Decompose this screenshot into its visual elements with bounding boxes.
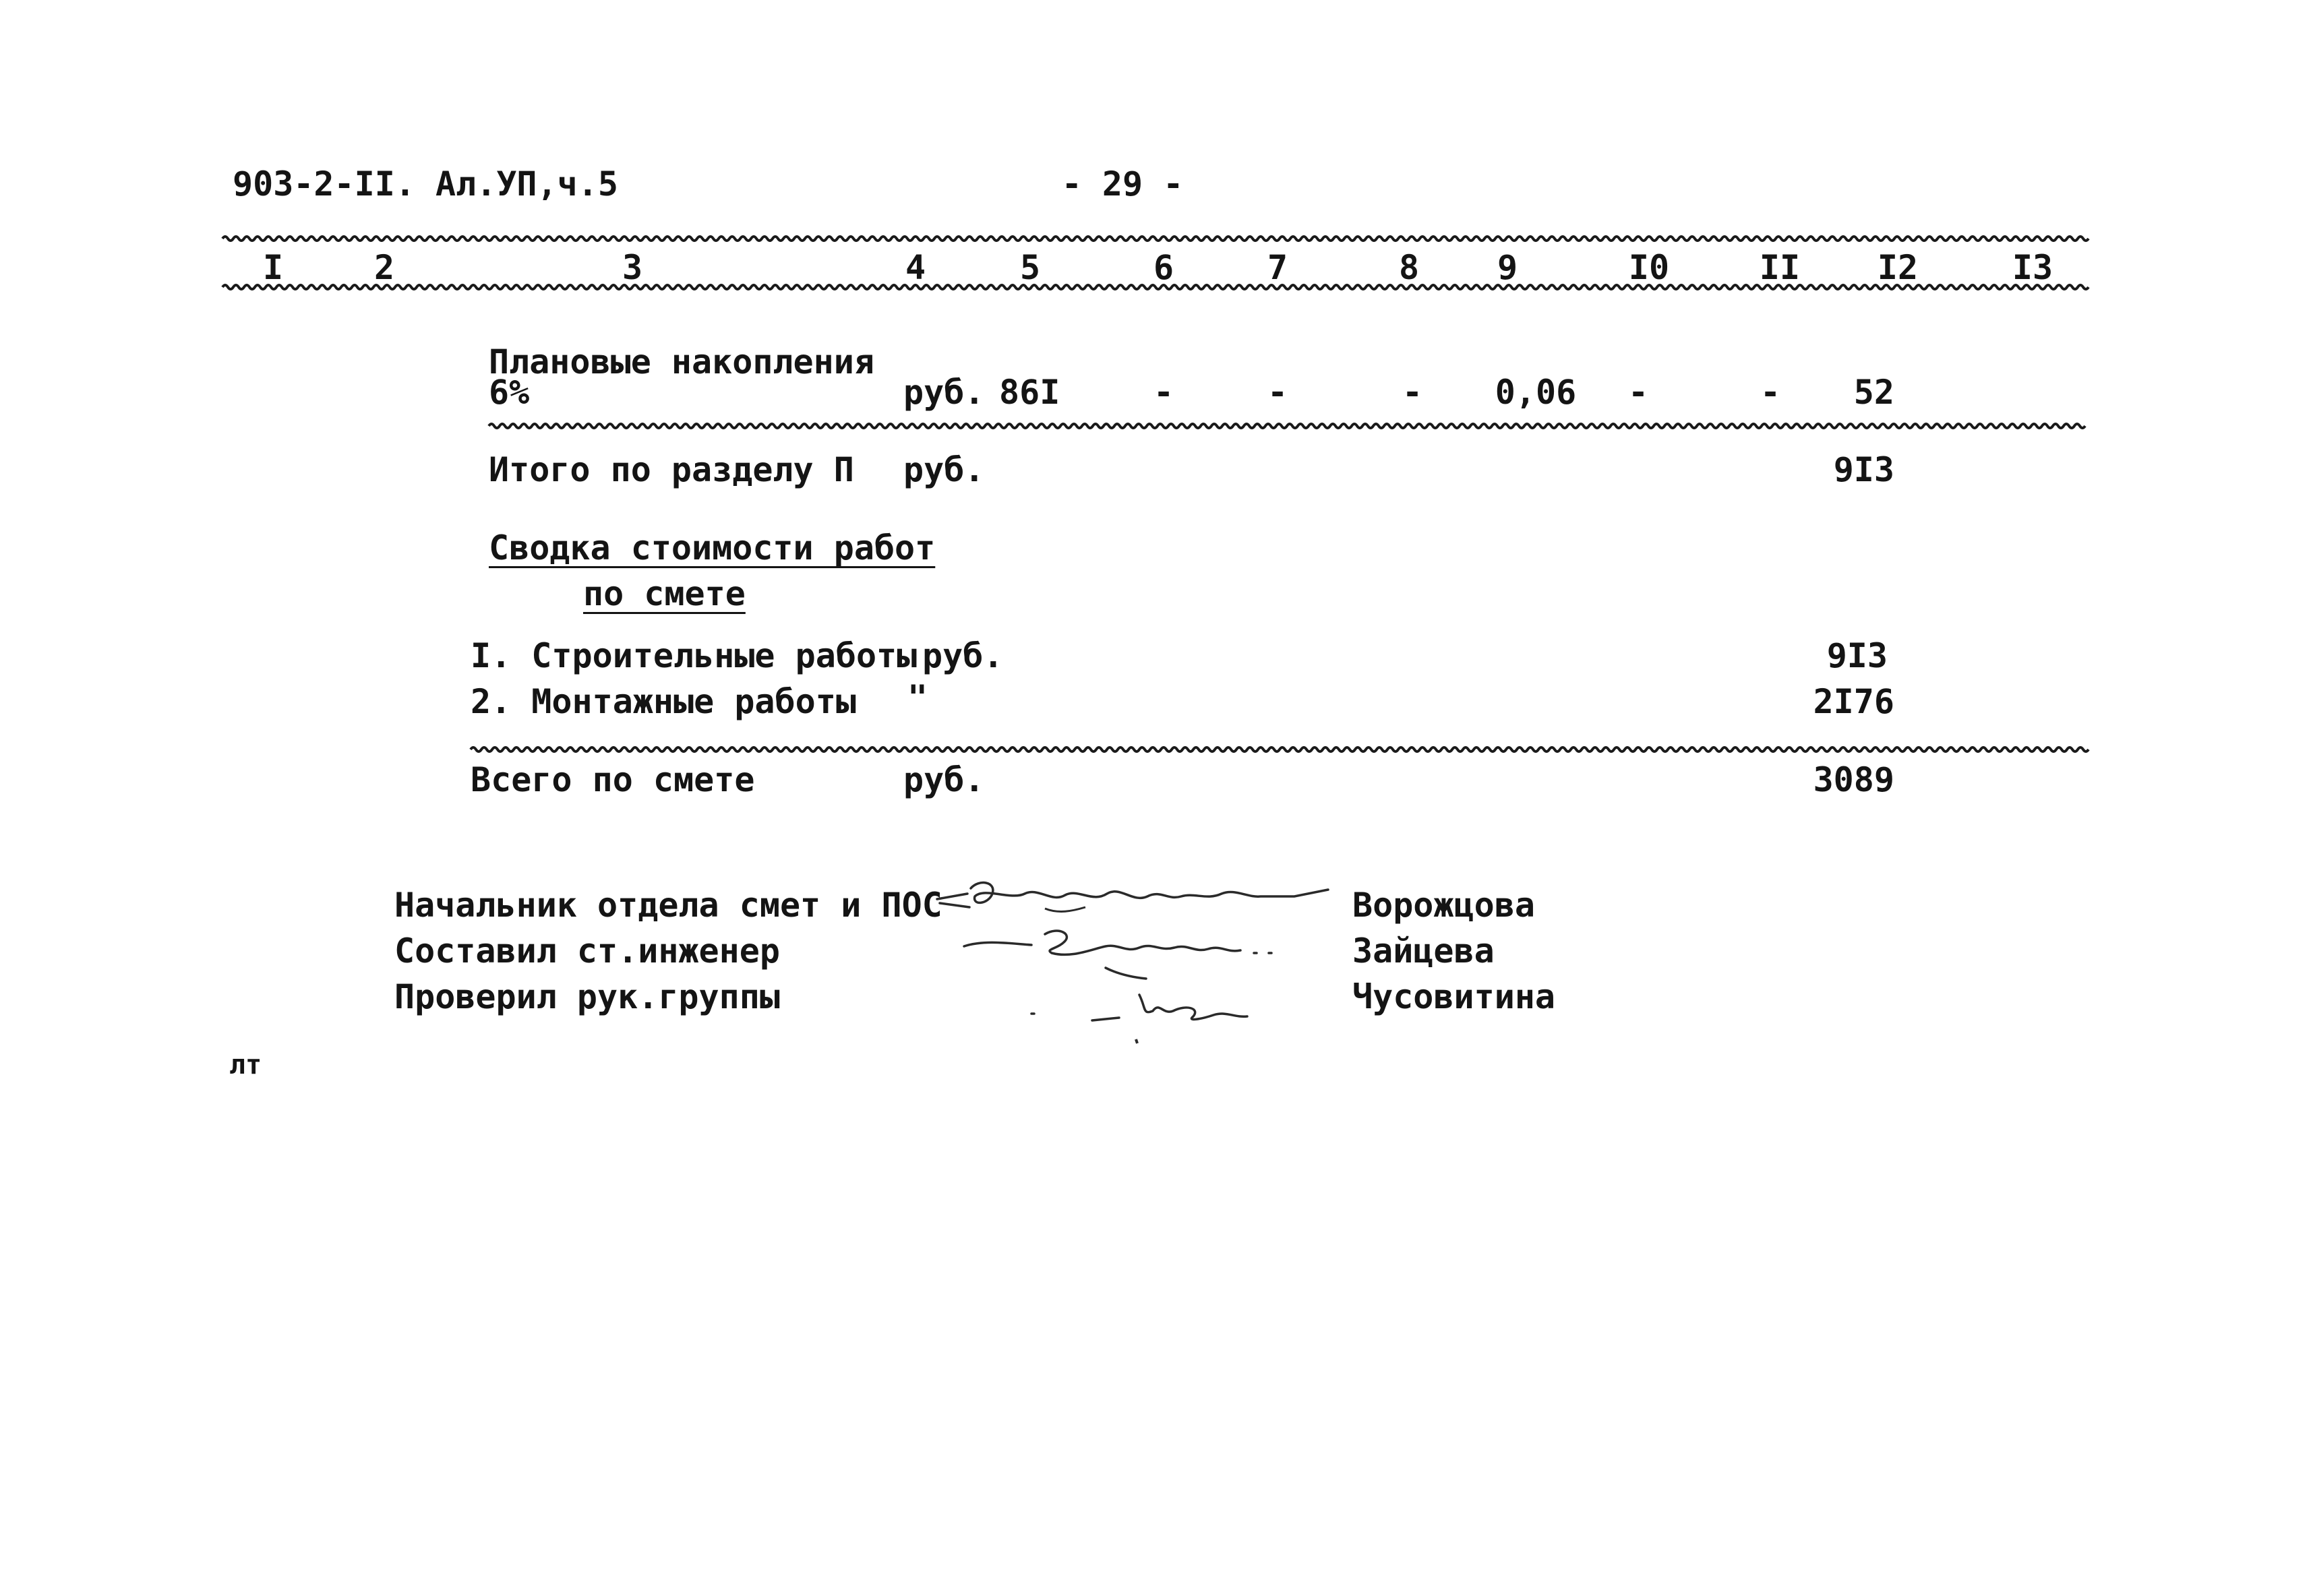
summary-item-name: I. Строительные работы — [471, 636, 918, 675]
table-top-rule — [0, 231, 2311, 247]
amount-cell: 9I3 — [1833, 450, 1894, 489]
table-cell: - — [1267, 373, 1288, 412]
total-rule — [0, 741, 2311, 758]
row-rule — [0, 418, 2311, 434]
row-name: Плановые накопления — [489, 342, 874, 381]
signatory-name: Ворожцова — [1352, 886, 1535, 925]
column-number: 6 — [1153, 248, 1174, 287]
signatory-name: Чусовитина — [1352, 977, 1556, 1016]
document-code: 903-2-II. Ал.УП,ч.5 — [233, 164, 618, 204]
grand-total-label: Всего по смете — [471, 760, 755, 799]
section-total-label: Итого по разделу П — [489, 450, 854, 489]
summary-item-name: 2. Монтажные работы — [471, 682, 856, 721]
unit-cell: руб. — [903, 760, 985, 799]
column-number: 4 — [905, 248, 926, 287]
table-cell: - — [1402, 373, 1423, 412]
typist-mark: лт — [229, 1049, 262, 1080]
table-header-rule — [0, 279, 2311, 295]
ditto-mark: " — [907, 678, 928, 717]
column-number: 9 — [1497, 248, 1518, 287]
unit-cell: руб. — [922, 636, 1004, 675]
signatory-role: Составил ст.инженер — [394, 931, 780, 971]
signatory-role: Проверил рук.группы — [394, 977, 780, 1016]
amount-cell: 9I3 — [1826, 636, 1888, 675]
page-number: - 29 - — [1061, 164, 1184, 204]
handwritten-signature — [1025, 961, 1281, 1049]
column-number: II — [1759, 248, 1801, 287]
column-number: I2 — [1877, 248, 1919, 287]
column-number: 7 — [1267, 248, 1288, 287]
amount-cell: 3089 — [1813, 760, 1894, 799]
column-number: I0 — [1628, 248, 1670, 287]
signatory-role: Начальник отдела смет и ПОС — [394, 886, 942, 925]
amount-cell: 2I76 — [1813, 682, 1894, 721]
summary-title: Сводка стоимости работ — [489, 528, 936, 567]
row-name-percent: 6% — [489, 373, 530, 412]
column-number: I — [262, 248, 284, 287]
column-number: 2 — [373, 248, 395, 287]
column-number: 8 — [1398, 248, 1420, 287]
amount-cell: 52 — [1853, 373, 1894, 412]
quantity-cell: 86I — [999, 373, 1060, 412]
column-number: I3 — [2012, 248, 2053, 287]
unit-cell: руб. — [903, 450, 985, 489]
summary-title-line2: по смете — [583, 574, 746, 613]
column-number: 3 — [622, 248, 643, 287]
unit-cell: руб. — [903, 373, 985, 412]
table-cell: - — [1627, 373, 1649, 412]
rate-cell: 0,06 — [1495, 373, 1577, 412]
table-cell: - — [1153, 373, 1174, 412]
column-number: 5 — [1019, 248, 1041, 287]
signatory-name: Зайцева — [1352, 931, 1495, 971]
table-cell: - — [1760, 373, 1781, 412]
